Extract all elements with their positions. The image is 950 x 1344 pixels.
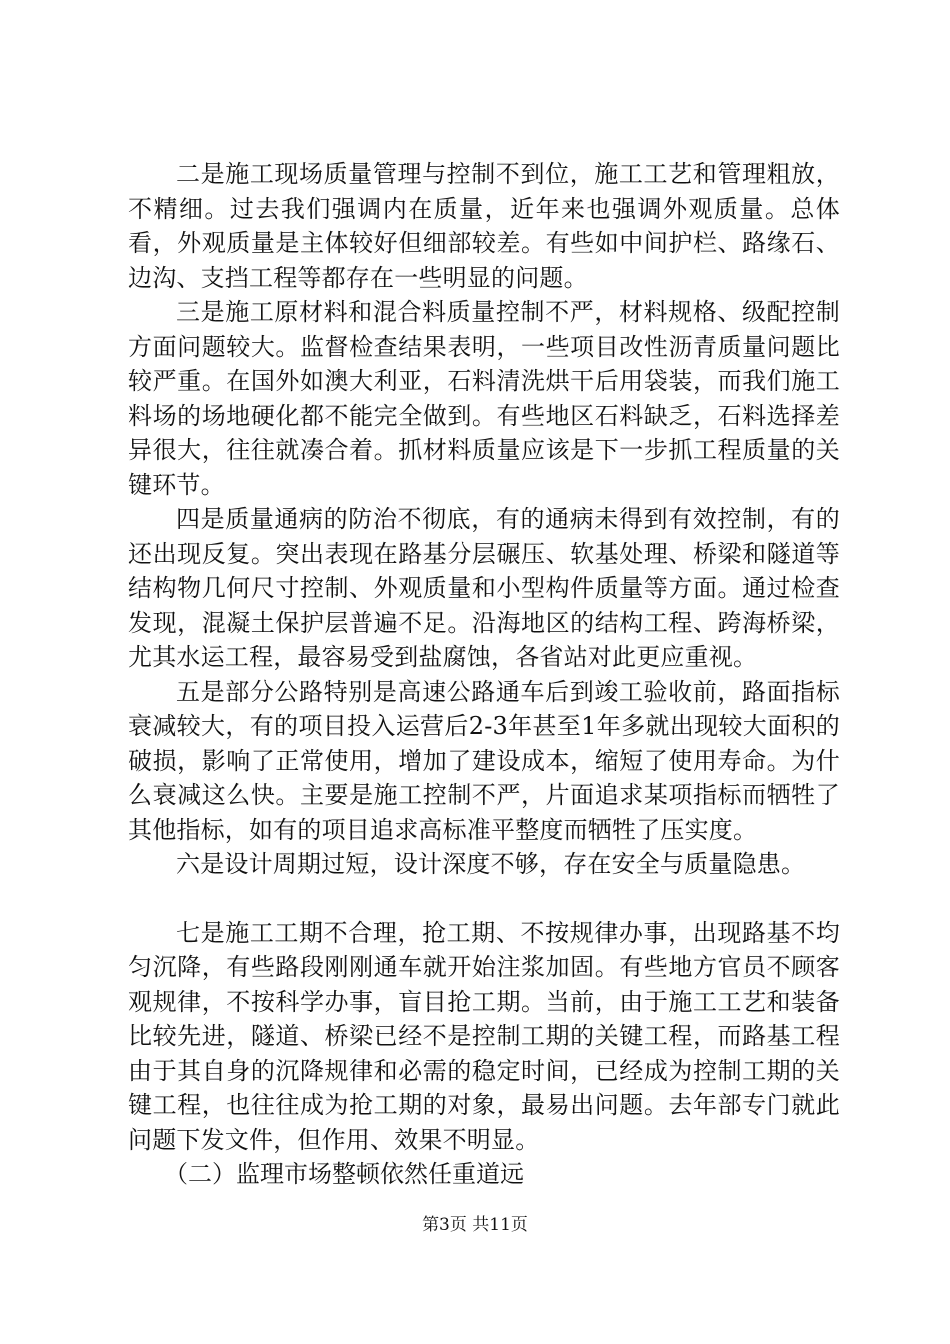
page-footer: 第3页 共11页 [422, 1215, 528, 1235]
paragraph-construction-schedule: 七是施工工期不合理，抢工期、不按规律办事，出现路基不均匀沉降，有些路段刚刚通车就开始注浆加固。有些地方官员不顾客观规律，不按科学办事，盲目抢工期。当前，由于施工工艺和装备比较先进，隧道、桥梁已经不是控制工期的关键工程，而路基工程由于其自身的沉降规律和必需的稳定时间，已经成为控制工期的关键工程，也往往成为抢工期的对象，最易出问题。去年部专门就此问题下发文件，但作用、效果不明显。 [128, 918, 840, 1154]
section-heading: （二）监理市场整顿依然任重道远 [164, 1160, 524, 1188]
paragraph-design-period: 六是设计周期过短，设计深度不够，存在安全与质量隐患。 [176, 850, 806, 878]
document-body [128, 157, 840, 1192]
paragraph-pavement-decay: 五是部分公路特别是高速公路通车后到竣工验收前，路面指标衰减较大，有的项目投入运营后2-3年甚至1年多就出现较大面积的破损，影响了正常使用，增加了建设成本，缩短了使用寿命。为什么衰减这么快。主要是施工控制不严，片面追求某项指标而牺牲了其他指标，如有的项目追求高标准平整度而牺牲了压实度。 [128, 677, 840, 844]
paragraph-construction-site-quality: 二是施工现场质量管理与控制不到位，施工工艺和管理粗放，不精细。过去我们强调内在质量，近年来也强调外观质量。总体看，外观质量是主体较好但细部较差。有些如中间护栏、路缘石、边沟、支挡工程等都存在一些明显的问题。 [128, 160, 840, 292]
paragraph-common-defects: 四是质量通病的防治不彻底，有的通病未得到有效控制，有的还出现反复。突出表现在路基分层碾压、软基处理、桥梁和隧道等结构物几何尺寸控制、外观质量和小型构件质量等方面。通过检查发现，混凝土保护层普遍不足。沿海地区的结构工程、跨海桥梁，尤其水运工程，最容易受到盐腐蚀，各省站对此更应重视。 [128, 505, 840, 671]
paragraph-raw-materials: 三是施工原材料和混合料质量控制不严，材料规格、级配控制方面问题较大。监督检查结果表明，一些项目改性沥青质量问题比较严重。在国外如澳大利亚，石料清洗烘干后用袋装，而我们施工料场的场地硬化都不能完全做到。有些地区石料缺乏，石料选择差异很大，往往就凑合着。抓材料质量应该是下一步抓工程质量的关键环节。 [128, 298, 840, 499]
